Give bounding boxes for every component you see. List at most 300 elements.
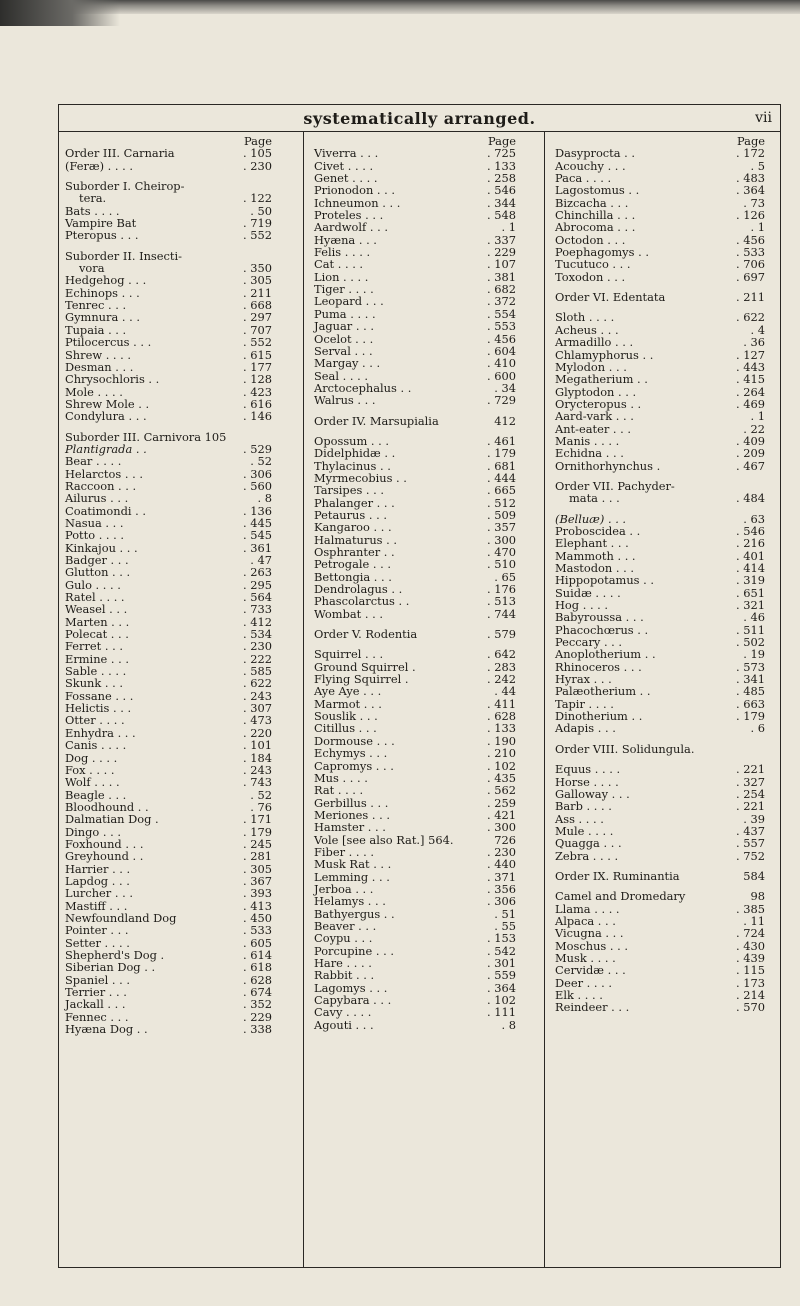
entry-page-number: . 410	[487, 356, 516, 371]
entry-name: Weasel . . .	[65, 602, 128, 617]
index-entry	[555, 743, 773, 755]
entry-name: Dog . . . .	[65, 750, 118, 765]
entry-name: Canis . . . .	[65, 738, 127, 753]
entry-name: Greyhound . .	[65, 849, 144, 864]
entry-page-number: . 570	[736, 1000, 765, 1015]
entry-page-number: . 122	[243, 191, 272, 206]
entry-page-number: . 127	[736, 347, 765, 362]
entry-name: Aard-vark . . .	[555, 409, 634, 424]
index-entry	[65, 677, 280, 689]
entry-page-number: . 430	[736, 938, 765, 953]
entry-page-number: . 307	[243, 701, 272, 716]
entry-page-number: . 484	[736, 491, 765, 506]
entry-name: Order VIII. Solidungula.	[555, 741, 695, 756]
entry-name: Puma . . . .	[314, 306, 376, 321]
entry-page-number: . 733	[243, 602, 272, 617]
entry-name: Megatherium . .	[555, 372, 648, 387]
entry-page-number: . 665	[487, 483, 516, 498]
entry-page-number: . 171	[243, 812, 272, 827]
entry-name: Hamster . . .	[314, 820, 386, 835]
index-entry	[314, 685, 524, 697]
index-entry	[314, 760, 524, 772]
entry-page-number: . 264	[736, 384, 765, 399]
entry-name: Capromys . . .	[314, 758, 394, 773]
entry-page-number: . 243	[243, 688, 272, 703]
index-entry	[314, 895, 524, 907]
entry-page-number: . 243	[243, 762, 272, 777]
page-column-heading: Page	[737, 134, 765, 148]
index-entry	[65, 373, 280, 385]
entry-page-number: . 177	[243, 359, 272, 374]
entry-page-number: . 55	[494, 918, 516, 933]
entry-page-number: . 511	[736, 622, 765, 637]
entry-page-number: . 604	[487, 343, 516, 358]
entry-page-number: . 65	[494, 569, 516, 584]
entry-page-number: . 513	[487, 594, 516, 609]
entry-name: Condylura . . .	[65, 409, 147, 424]
entry-name: Poephagomys . .	[555, 245, 649, 260]
entry-name: Lagomys . . .	[314, 980, 388, 995]
entry-page-number: . 414	[736, 561, 765, 575]
index-entry	[555, 1001, 773, 1013]
entry-page-number: . 412	[243, 614, 272, 629]
entry-name: Quagga . . .	[555, 836, 622, 851]
index-entry	[314, 394, 524, 406]
entry-name: Moschus . . .	[555, 938, 628, 953]
entry-name: Bizcacha . . .	[555, 195, 629, 210]
entry-name: Aye Aye . . .	[314, 684, 382, 699]
entry-page-number: . 529	[243, 441, 272, 456]
index-column-2	[314, 135, 524, 1031]
entry-name: Beaver . . .	[314, 918, 377, 933]
entry-page-number: . 39	[743, 811, 765, 826]
entry-page-number: . 729	[487, 393, 516, 408]
entry-name: Shrew . . . .	[65, 347, 132, 362]
entry-page-number: . 327	[736, 774, 765, 789]
entry-page-number: . 600	[487, 368, 516, 383]
entry-name: Flying Squirrel .	[314, 672, 409, 687]
entry-page-number: . 229	[487, 245, 516, 260]
entry-page-number: . 209	[736, 446, 765, 461]
entry-page-number: . 19	[743, 647, 765, 662]
entry-name: Otter . . . .	[65, 713, 125, 728]
index-entry	[555, 349, 773, 361]
entry-page-number: . 706	[736, 257, 765, 272]
entry-page-number: . 295	[243, 577, 272, 592]
entry-name: Ptilocercus . . .	[65, 335, 152, 350]
index-entry	[555, 776, 773, 788]
entry-name: Order VI. Edentata	[555, 290, 666, 305]
entry-page-number: . 485	[736, 684, 765, 699]
entry-page-number: . 579	[487, 627, 516, 642]
entry-name: Genet . . . .	[314, 171, 378, 186]
entry-name: Desman . . .	[65, 359, 134, 374]
entry-name: Cat . . . .	[314, 257, 364, 272]
entry-page-number: . 423	[243, 384, 272, 399]
entry-name: Ermine . . .	[65, 651, 130, 666]
entry-name: Porcupine . . .	[314, 943, 394, 958]
entry-page-number: . 254	[736, 786, 765, 801]
entry-name: Paca . . . .	[555, 171, 612, 186]
entry-page-number: . 461	[487, 433, 516, 448]
entry-name: Musk Rat . . .	[314, 857, 392, 872]
entry-page-number: . 681	[487, 458, 516, 473]
entry-page-number: . 146	[243, 409, 272, 424]
entry-page-number: . 352	[243, 997, 272, 1012]
entry-name: Mule . . . .	[555, 823, 614, 838]
index-entry	[65, 566, 280, 578]
entry-name: Elephant . . .	[555, 536, 629, 551]
index-entry	[65, 998, 280, 1010]
index-entry	[65, 739, 280, 751]
entry-page-number: . 301	[487, 956, 516, 970]
index-entry	[314, 821, 524, 833]
entry-name: Order VII. Pachyder-	[555, 478, 675, 493]
entry-page-number: . 102	[487, 758, 516, 773]
entry-page-number: . 533	[736, 245, 765, 260]
entry-page-number: . 663	[736, 696, 765, 711]
entry-page-number: . 445	[243, 515, 272, 530]
entry-name: Agouti . . .	[314, 1017, 374, 1032]
entry-name: Chlamyphorus . .	[555, 347, 654, 362]
entry-name: Siberian Dog . .	[65, 960, 156, 975]
entry-page-number: . 545	[243, 528, 272, 543]
entry-name: Rabbit . . .	[314, 968, 375, 983]
index-entry	[555, 964, 773, 976]
entry-name: Walrus . . .	[314, 393, 376, 408]
entry-name: Vole [see also Rat.] 564.	[314, 832, 454, 847]
index-column-3	[555, 135, 773, 1014]
entry-name: Bettongia . . .	[314, 569, 392, 584]
entry-page-number: . 341	[736, 672, 765, 687]
entry-page-number: . 439	[736, 950, 765, 965]
entry-name: Thylacinus . .	[314, 458, 391, 473]
entry-page-number: . 306	[487, 894, 516, 909]
entry-name: Lapdog . . .	[65, 873, 130, 888]
index-entry	[555, 492, 773, 504]
entry-name: Ant-eater . . .	[555, 421, 632, 436]
index-entry	[555, 837, 773, 849]
entry-page-number: . 281	[243, 849, 272, 864]
entry-name: Civet . . . .	[314, 158, 374, 173]
entry-page-number: . 242	[487, 672, 516, 687]
entry-name: Tapir . . . .	[555, 696, 614, 711]
entry-name: vora	[79, 261, 105, 276]
entry-page-number: . 126	[736, 208, 765, 223]
entry-name: Tiger . . . .	[314, 282, 374, 297]
index-entry	[555, 537, 773, 549]
entry-name: Bloodhound . .	[65, 799, 149, 814]
index-entry	[555, 373, 773, 385]
index-entry	[314, 295, 524, 307]
entry-name: tera.	[79, 191, 107, 206]
index-entry	[65, 603, 280, 615]
entry-page-number: . 4	[750, 322, 765, 337]
index-entry	[555, 311, 773, 323]
entry-name: Jackall . . .	[65, 997, 126, 1012]
entry-page-number: . 1	[750, 220, 765, 235]
entry-name: Suborder II. Insecti-	[65, 248, 182, 263]
entry-page-number: . 719	[243, 216, 272, 231]
entry-page-number: . 483	[736, 171, 765, 186]
entry-page-number: . 190	[487, 733, 516, 748]
index-entry	[555, 927, 773, 939]
entry-name: Capybara . . .	[314, 993, 392, 1008]
index-entry	[314, 784, 524, 796]
entry-page-number: . 46	[743, 610, 765, 625]
entry-page-number: . 258	[487, 171, 516, 186]
entry-page-number: . 444	[487, 470, 516, 485]
index-entry	[555, 291, 773, 303]
entry-name: Chrysochloris . .	[65, 372, 160, 387]
index-entry	[314, 932, 524, 944]
index-entry	[555, 447, 773, 459]
entry-page-number: . 533	[243, 923, 272, 938]
entry-name: Orycteropus . .	[555, 396, 642, 411]
entry-page-number: . 628	[243, 972, 272, 987]
entry-page-number: . 1	[501, 220, 516, 235]
entry-name: Tucutuco . . .	[555, 257, 631, 272]
entry-name: Order III. Carnaria	[65, 146, 175, 161]
entry-page-number: . 229	[243, 1009, 272, 1024]
entry-page-number: . 263	[243, 565, 272, 580]
entry-page-number: . 8	[257, 491, 272, 506]
entry-page-number: . 111	[487, 1005, 516, 1020]
entry-page-number: . 305	[243, 273, 272, 288]
entry-name: Souslik . . .	[314, 709, 378, 724]
entry-page-number: . 552	[243, 228, 272, 243]
entry-page-number: . 36	[743, 335, 765, 350]
entry-page-number: . 179	[243, 824, 272, 839]
entry-name: Petrogale . . .	[314, 557, 391, 572]
index-entry	[314, 595, 524, 607]
entry-name: Mole . . . .	[65, 384, 123, 399]
entry-page-number: . 300	[487, 820, 516, 835]
entry-page-number: . 216	[736, 536, 765, 551]
index-entry	[555, 870, 773, 882]
entry-name: Octodon . . .	[555, 232, 626, 247]
entry-page-number: . 744	[487, 606, 516, 621]
entry-name: Acouchy . . .	[555, 158, 626, 173]
entry-name: Ass . . . .	[555, 811, 604, 826]
entry-page-number: . 502	[736, 635, 765, 650]
entry-name: Sloth . . . .	[555, 310, 615, 325]
entry-name: Dinotherium . .	[555, 709, 643, 724]
entry-name: Fiber . . . .	[314, 844, 374, 859]
index-entry	[65, 776, 280, 788]
entry-page-number: . 560	[243, 478, 272, 493]
entry-page-number: . 674	[243, 985, 272, 1000]
index-entry	[314, 184, 524, 196]
entry-name: Didelphidæ . .	[314, 446, 396, 461]
entry-name: Tarsipes . . .	[314, 483, 385, 498]
entry-page-number: . 51	[494, 906, 516, 921]
entry-name: Spaniel . . .	[65, 972, 130, 987]
entry-name: Plantigrada . .	[65, 441, 147, 456]
index-entry	[65, 274, 280, 286]
entry-page-number: . 176	[487, 582, 516, 597]
entry-name: Hippopotamus . .	[555, 573, 655, 588]
index-entry	[555, 336, 773, 348]
index-entry	[65, 192, 280, 204]
entry-name: Harrier . . .	[65, 861, 131, 876]
entry-name: Halmaturus . .	[314, 532, 397, 547]
index-entry	[314, 521, 524, 533]
index-entry	[314, 447, 524, 459]
entry-page-number: . 52	[250, 787, 272, 802]
entry-page-number: . 393	[243, 886, 272, 901]
entry-name: Peccary . . .	[555, 635, 623, 650]
entry-name: Mus . . . .	[314, 770, 368, 785]
entry-name: Ailurus . . .	[65, 491, 129, 506]
entry-name: Suborder III. Carnivora 105	[65, 429, 227, 444]
entry-name: Helarctos . . .	[65, 466, 143, 481]
entry-page-number: . 364	[736, 183, 765, 198]
entry-name: Hedgehog . . .	[65, 273, 147, 288]
page-column-heading: Page	[488, 134, 516, 148]
entry-page-number: . 52	[250, 454, 272, 469]
index-entry	[314, 415, 524, 427]
index-entry	[65, 714, 280, 726]
page-header	[59, 105, 780, 132]
column-rule-2	[544, 132, 545, 1267]
entry-name: Phascolarctus . .	[314, 594, 410, 609]
entry-page-number: . 450	[243, 910, 272, 925]
entry-page-number: 726	[494, 832, 516, 847]
index-entry	[314, 648, 524, 660]
entry-name: Horse . . . .	[555, 774, 619, 789]
index-entry	[65, 850, 280, 862]
entry-name: Wolf . . . .	[65, 775, 120, 790]
entry-name: Cavy . . . .	[314, 1005, 372, 1020]
index-entry	[555, 890, 773, 902]
entry-name: Ratel . . . .	[65, 590, 125, 605]
entry-name: Aardwolf . . .	[314, 220, 388, 235]
entry-name: Leopard . . .	[314, 294, 384, 309]
entry-name: Polecat . . .	[65, 627, 129, 642]
entry-name: Mastodon . . .	[555, 561, 634, 575]
entry-name: Chinchilla . . .	[555, 208, 636, 223]
entry-page-number: . 220	[243, 725, 272, 740]
entry-name: Hyæna Dog . .	[65, 1022, 148, 1037]
entry-name: Tupaia . . .	[65, 322, 127, 337]
entry-name: Fossane . . .	[65, 688, 134, 703]
entry-page-number: . 401	[736, 548, 765, 563]
entry-page-number: . 283	[487, 659, 516, 674]
index-entry	[65, 887, 280, 899]
entry-name: Osphranter . .	[314, 545, 395, 559]
entry-name: Phalanger . . .	[314, 495, 395, 510]
entry-page-number: . 364	[487, 980, 516, 995]
entry-page-number: . 605	[243, 935, 272, 950]
entry-page-number: . 173	[736, 975, 765, 990]
index-entry	[314, 333, 524, 345]
entry-name: Coypu . . .	[314, 931, 373, 946]
index-entry	[314, 747, 524, 759]
entry-page-number: . 546	[736, 523, 765, 538]
entry-name: Myrmecobius . .	[314, 470, 407, 485]
index-entry	[314, 969, 524, 981]
entry-name: Wombat . . .	[314, 606, 383, 621]
entry-page-number: . 211	[243, 285, 272, 300]
entry-name: Suborder I. Cheirop-	[65, 179, 185, 194]
entry-name: Helictis . . .	[65, 701, 132, 716]
index-entry	[65, 1023, 280, 1035]
entry-page-number: . 615	[243, 347, 272, 362]
entry-page-number: . 546	[487, 183, 516, 198]
entry-name: Bats . . . .	[65, 203, 120, 218]
entry-name: Ferret . . .	[65, 639, 123, 654]
index-entry	[65, 640, 280, 652]
entry-page-number: . 421	[487, 807, 516, 822]
entry-page-number: . 245	[243, 836, 272, 851]
entry-name: Barb . . . .	[555, 799, 612, 814]
index-entry	[555, 574, 773, 586]
entry-page-number: . 707	[243, 322, 272, 337]
entry-page-number: 584	[743, 868, 765, 883]
entry-page-number: . 6	[750, 721, 765, 736]
index-entry	[555, 850, 773, 862]
index-entry	[65, 410, 280, 422]
entry-name: Meriones . . .	[314, 807, 390, 822]
entry-page-number: . 221	[736, 799, 765, 814]
entry-page-number: . 743	[243, 775, 272, 790]
entry-page-number: . 752	[736, 848, 765, 863]
entry-name: Order V. Rodentia	[314, 627, 418, 642]
entry-page-number: . 512	[487, 495, 516, 510]
entry-name: Llama . . . .	[555, 901, 620, 916]
entry-page-number: . 628	[487, 709, 516, 724]
entry-page-number: . 50	[250, 203, 272, 218]
entry-name: Echidna . . .	[555, 446, 624, 461]
index-entry	[555, 685, 773, 697]
index-entry	[314, 608, 524, 620]
index-entry	[555, 221, 773, 233]
entry-name: Jerboa . . .	[314, 881, 374, 896]
entry-page-number: . 1	[750, 409, 765, 424]
entry-name: Dingo . . .	[65, 824, 121, 839]
entry-name: Hog . . . .	[555, 598, 609, 613]
index-entry	[555, 611, 773, 623]
entry-page-number: . 618	[243, 960, 272, 975]
entry-name: Foxhound . . .	[65, 836, 144, 851]
index-entry	[65, 336, 280, 348]
index-entry	[555, 648, 773, 660]
entry-page-number: 412	[494, 413, 516, 428]
entry-name: Zebra . . . .	[555, 848, 619, 863]
entry-page-number: . 548	[487, 208, 516, 223]
entry-name: Hare . . . .	[314, 956, 372, 970]
entry-page-number: . 642	[487, 647, 516, 662]
entry-page-number: . 553	[487, 319, 516, 334]
entry-page-number: . 306	[243, 466, 272, 481]
entry-name: Potto . . . .	[65, 528, 125, 543]
entry-name: Gerbillus . . .	[314, 795, 389, 810]
entry-name: Alpaca . . .	[555, 913, 616, 928]
entry-name: Shepherd's Dog .	[65, 948, 165, 962]
entry-page-number: . 259	[487, 795, 516, 810]
index-entry	[555, 800, 773, 812]
entry-name: Felis . . . .	[314, 245, 371, 260]
entry-name: Proteles . . .	[314, 208, 384, 223]
scan-edge-shadow	[0, 0, 800, 14]
entry-page-number: . 557	[736, 836, 765, 851]
entry-page-number: . 381	[487, 269, 516, 284]
index-entry	[314, 258, 524, 270]
entry-name: mata . . .	[569, 491, 620, 506]
entry-page-number: . 222	[243, 651, 272, 666]
entry-name: Enhydra . . .	[65, 725, 136, 740]
